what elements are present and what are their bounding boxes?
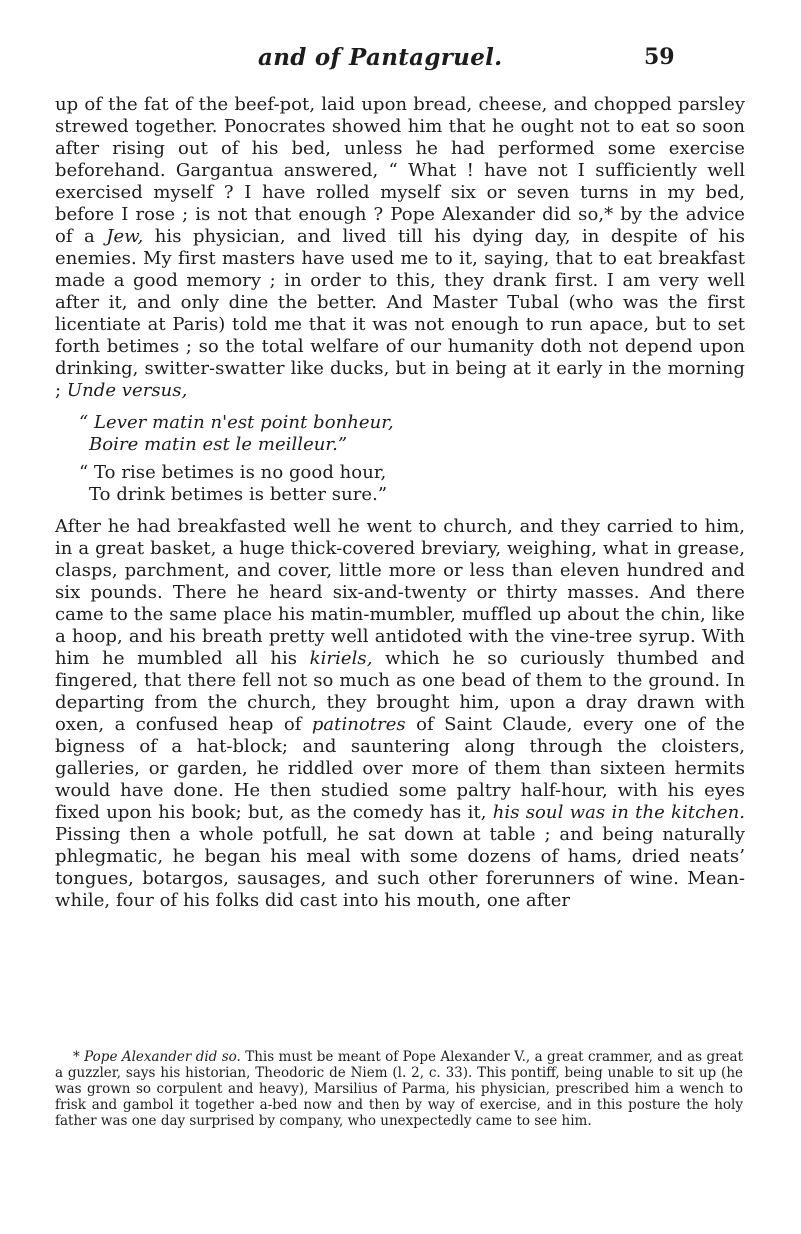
verse-english-line-1: “ To rise betimes is no good hour, [79, 462, 387, 483]
italic-patinotres: patinotres [311, 714, 406, 735]
footnote-head: * Pope Alexander did so. [73, 1049, 241, 1065]
paragraph-1 [55, 94, 745, 402]
verse-french-line-1: “ Lever matin n'est point bonheur, [79, 412, 394, 433]
italic-jew: Jew, [106, 226, 144, 247]
footnote-text: This must be meant of Pope Alexander V., a great crammer, and as great a guzzler, says his historian, Theodoric de Niem (l. 2, c. 33). This pontiff, being unable to sit up (he was grown so corpulent and heavy), Marsilius of Parma, his physician, prescribed him a wench to frisk and gambol it together a-bed now and then by way of exercise, and in this posture the holy father was one day surprised by company, who unexpectedly came to see him. [55, 1049, 744, 1129]
running-title: and of Pantagruel. [258, 44, 503, 71]
paragraph-2-part-c: of Saint Claude, every one of the bigness of a hat-block; and sauntering along through the cloisters, galleries, or garden, he riddled over more of them than sixteen hermits would have done. He then studied some paltry half-hour, with his eyes fixed upon his book; but, as the comedy has it, [55, 714, 745, 823]
paragraph-1-part-a: up of the fat of the beef-pot, laid upon bread, cheese, and chopped parsley strewed together. Ponocrates showed him that he ought not to eat so soon after rising out of his bed, unless he had performed some exercise beforehand. Gargantua answered, “ What ! have not I sufficiently well exercised myself ? I have rolled myself six or seven turns in my bed, before I rose ; is not that enough ? Pope Alexander did so,* by the advice of a [55, 94, 745, 247]
italic-kiriels: kiriels, [309, 648, 373, 669]
verse-french [79, 412, 745, 456]
paragraph-2-part-b: which he so curiously thumbed and fingered, that there fell not so much as one bead of them to the ground. In departing from the church, they brought him, upon a dray drawn with oxen, a confused heap of [55, 648, 745, 735]
italic-unde-versus: Unde versus, [66, 380, 188, 401]
verse-french-line-2: Boire matin est le meilleur.” [89, 434, 348, 455]
page-header [0, 44, 801, 74]
footnote [55, 1049, 743, 1129]
paragraph-2-part-d: Pissing then a whole potfull, he sat down at table ; and being naturally phlegmatic, he began his meal with some dozens of hams, dried neats’ tongues, botargos, sausages, and such other forerunners of wine. Mean-while, four of his folks did cast into his mouth, one after [55, 824, 745, 911]
verse-english [79, 462, 745, 506]
paragraph-1-part-b: his physician, and lived till his dying day, in despite of his enemies. My first masters have used me to it, saying, that to eat breakfast made a good memory ; in order to this, they drank first. I am very well after it, and only dine the better. And Master Tubal (who was the first licentiate at Paris) told me that it was not enough to run apace, but to set forth betimes ; so the total welfare of our humanity doth not depend upon drinking, switter-swatter like ducks, but in being at it early in the morning ; [55, 226, 745, 401]
main-text [55, 94, 745, 912]
verse-english-line-2: To drink betimes is better sure.” [89, 484, 388, 505]
paragraph-2-part-a: After he had breakfasted well he went to church, and they carried to him, in a great basket, a huge thick-covered breviary, weighing, what in grease, clasps, parchment, and cover, little more or less than eleven hundred and six pounds. There he heard six-and-twenty or thirty masses. And there came to the same place his matin-mumbler, muffled up about the chin, like a hoop, and his breath pretty well antidoted with the vine-tree syrup. With him he mumbled all his [55, 516, 745, 669]
paragraph-2 [55, 516, 745, 912]
italic-soul-kitchen: his soul was in the kitchen. [492, 802, 745, 823]
page-number: 59 [644, 44, 675, 70]
